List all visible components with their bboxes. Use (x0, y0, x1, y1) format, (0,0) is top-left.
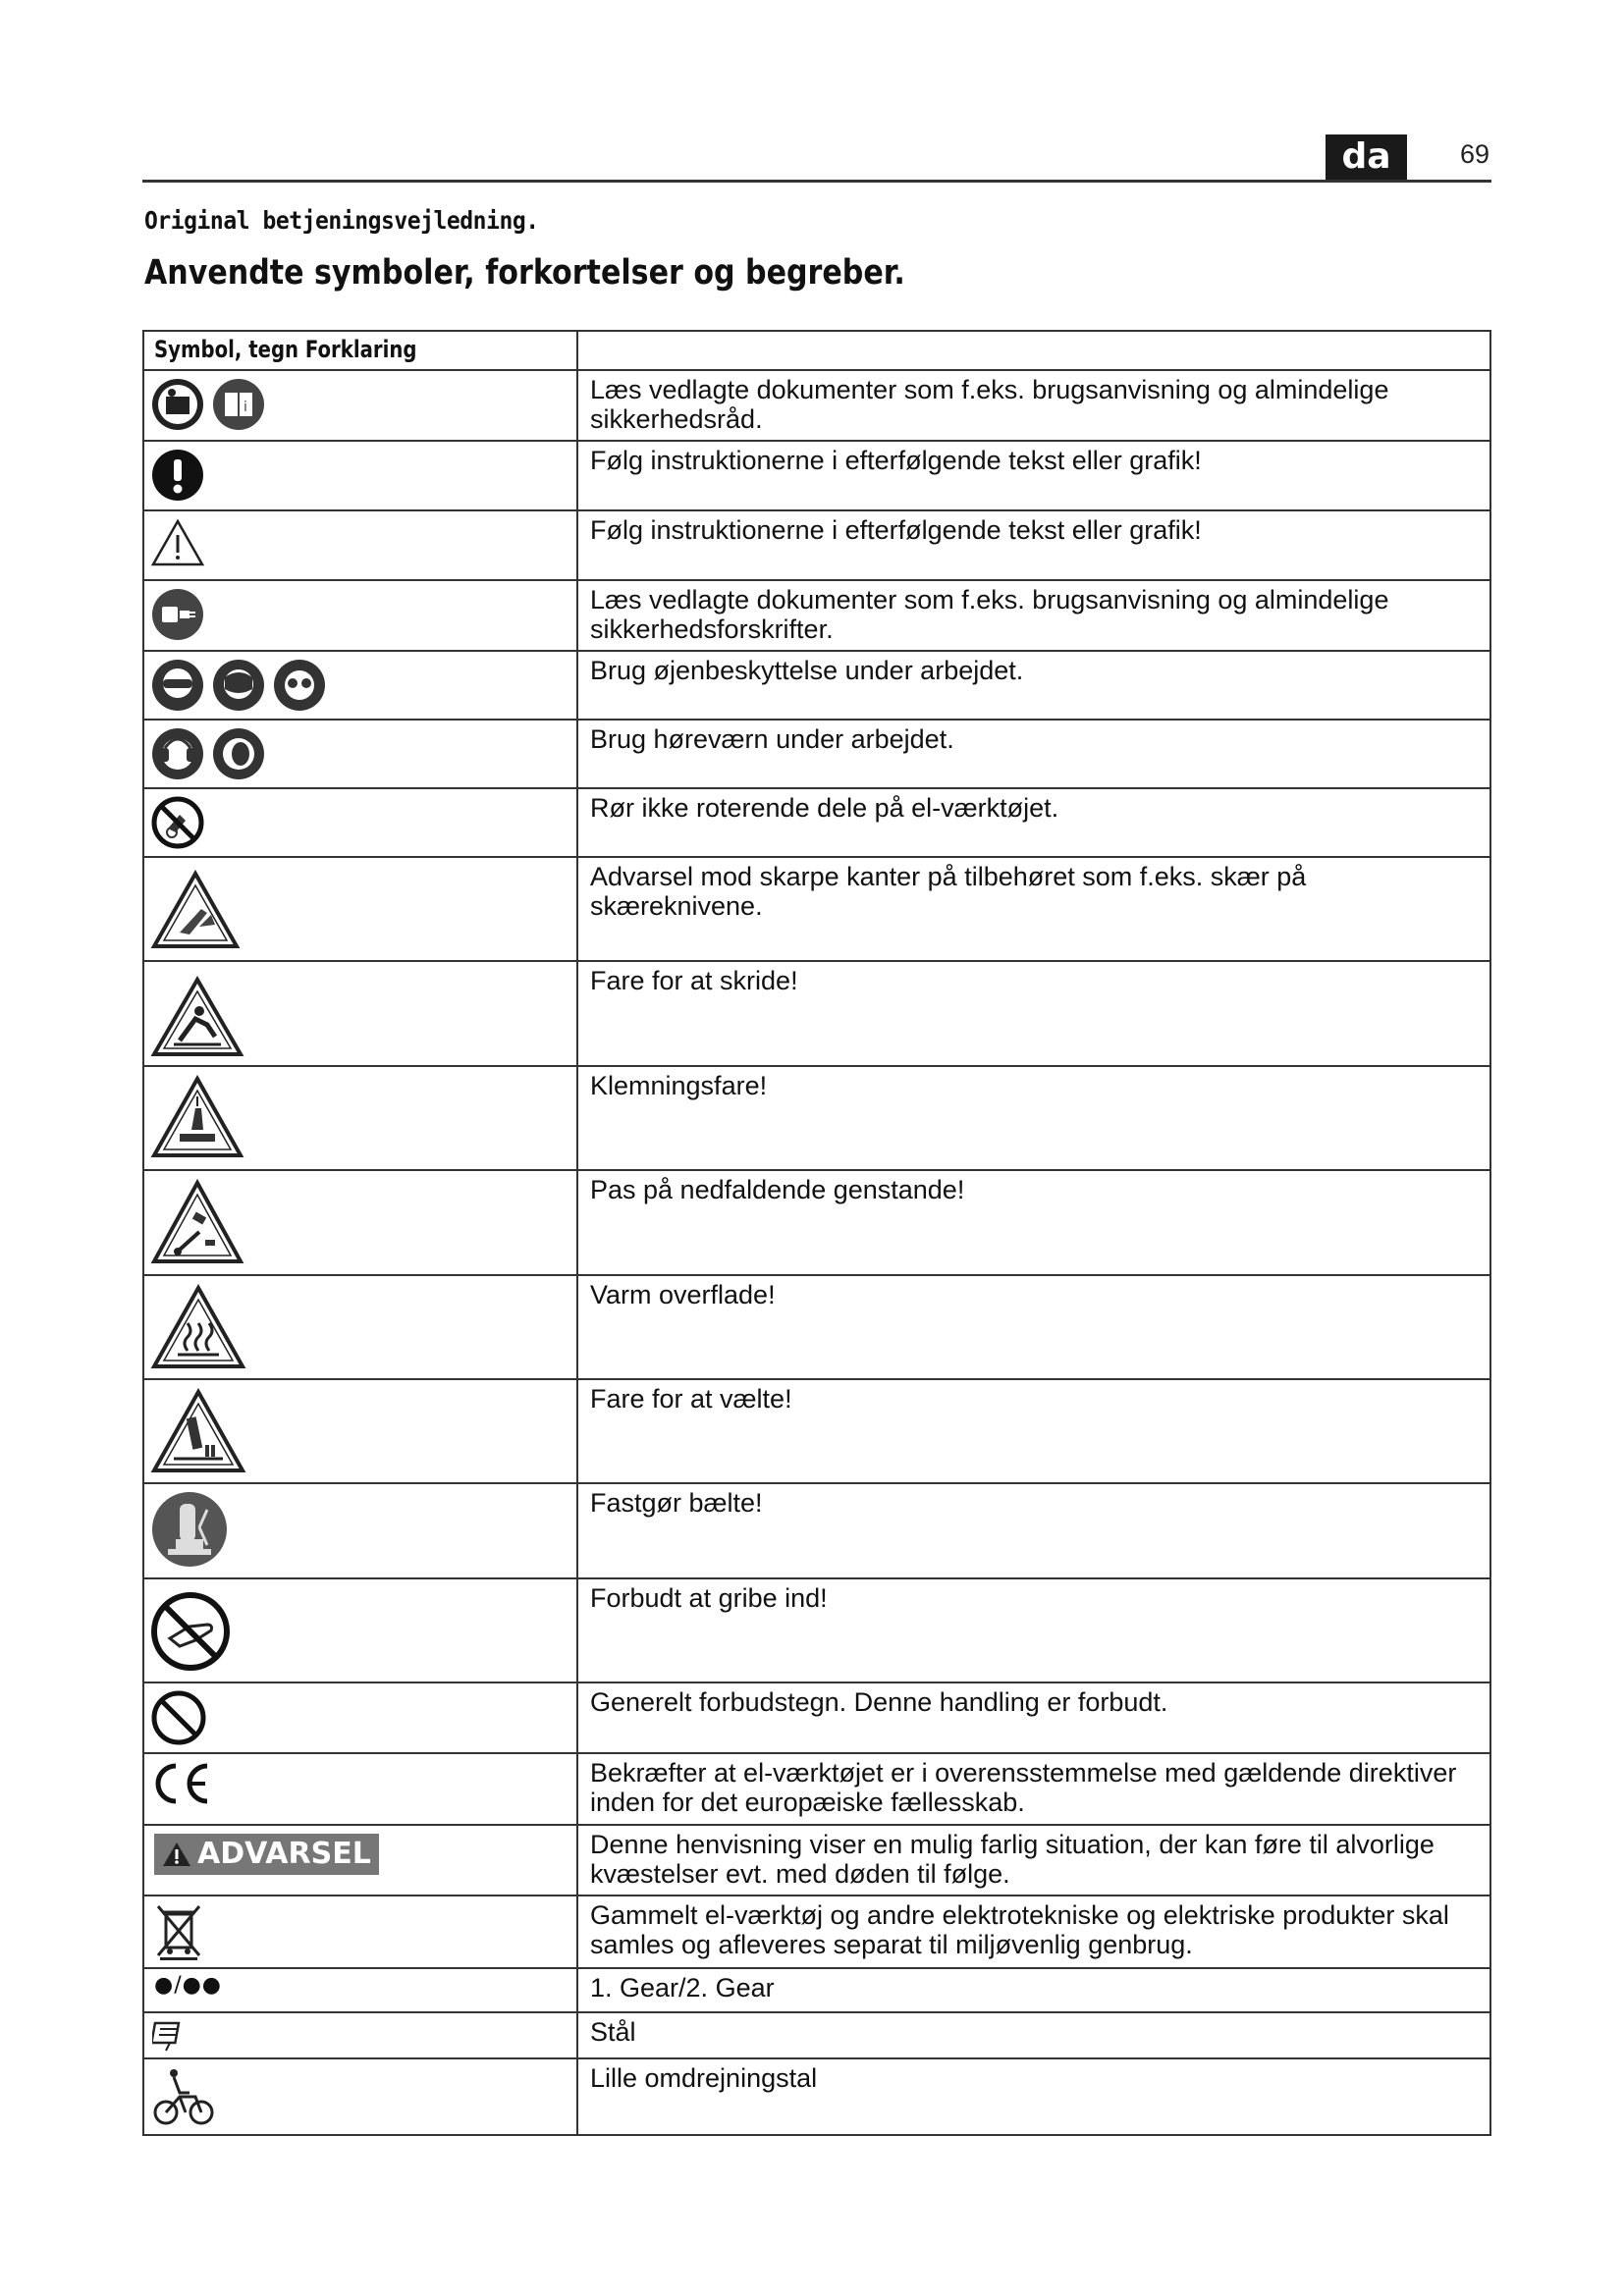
slip-hazard-icon (150, 976, 244, 1058)
page-number: 69 (1460, 139, 1490, 169)
table-row (143, 1066, 1490, 1170)
description-cell: Denne henvisning viser en mulig farlig situation, der kan føre til alvorlige kvæstelser evt. med døden til følge. (577, 1825, 1490, 1896)
hot-surface-icon (150, 1284, 246, 1370)
language-badge: da (1326, 134, 1407, 180)
table-row (143, 2012, 1490, 2058)
table-row (143, 510, 1490, 580)
table-row (143, 1275, 1490, 1379)
table-row (143, 1379, 1490, 1483)
warning-triangle-icon (162, 1841, 191, 1868)
table-row (143, 1825, 1490, 1896)
symbol-cell (143, 441, 577, 510)
table-row (143, 1578, 1490, 1682)
description-cell: 1. Gear/2. Gear (577, 1968, 1490, 2012)
table-row (143, 1682, 1490, 1753)
symbol-cell (143, 580, 577, 651)
advarsel-label (154, 1834, 379, 1875)
table-row (143, 1968, 1490, 2012)
symbol-cell (143, 961, 577, 1066)
description-cell: Lille omdrejningstal (577, 2058, 1490, 2135)
ear-plugs-icon (211, 726, 266, 781)
description-cell: Stål (577, 2012, 1490, 2058)
description-cell: Læs vedlagte dokumenter som f.eks. brugsanvisning og almindelige sikkerhedsforskrifter. (577, 580, 1490, 651)
description-cell: Klemningsfare! (577, 1066, 1490, 1170)
mandatory-action-icon (150, 448, 205, 503)
advarsel-text: ADVARSEL (197, 1837, 371, 1871)
symbol-cell (143, 1170, 577, 1275)
no-reach-in-icon (150, 1591, 231, 1672)
symbol-cell (143, 788, 577, 857)
symbol-cell (143, 1968, 577, 2012)
table-row (143, 857, 1490, 961)
symbol-cell (143, 1896, 577, 1968)
table-row (143, 1896, 1490, 1968)
table-row (143, 720, 1490, 788)
symbol-cell (143, 370, 577, 441)
table-row (143, 1170, 1490, 1275)
description-cell: Følg instruktionerne i efterfølgende tekst eller grafik! (577, 510, 1490, 580)
table-row (143, 580, 1490, 651)
steel-icon (152, 2017, 189, 2053)
prohibition-icon (150, 1689, 207, 1746)
table-row (143, 1753, 1490, 1825)
symbol-cell (143, 2012, 577, 2058)
disconnect-plug-icon (150, 587, 205, 642)
header-cell-empty (577, 331, 1490, 370)
read-manual-icon (150, 377, 205, 432)
weee-bin-icon (152, 1902, 205, 1961)
ce-mark-icon (150, 1760, 211, 1807)
svg-text:i: i (244, 400, 247, 415)
description-cell: Pas på nedfaldende genstande! (577, 1170, 1490, 1275)
table-row (143, 651, 1490, 720)
symbol-cell (143, 1682, 577, 1753)
table-row (143, 441, 1490, 510)
symbols-table (142, 330, 1491, 2136)
description-cell: Advarsel mod skarpe kanter på tilbehøret som f.eks. skær på skæreknivene. (577, 857, 1490, 961)
table-row (143, 788, 1490, 857)
symbol-cell (143, 1483, 577, 1578)
crush-hazard-icon (150, 1075, 244, 1159)
tip-over-icon (150, 1388, 246, 1474)
symbol-cell (143, 1275, 577, 1379)
description-cell: Følg instruktionerne i efterfølgende tekst eller grafik! (577, 441, 1490, 510)
symbol-cell (143, 651, 577, 720)
symbol-cell (143, 720, 577, 788)
description-cell: Brug øjenbeskyttelse under arbejdet. (577, 651, 1490, 720)
symbol-cell (143, 2058, 577, 2135)
description-cell: Fare for at skride! (577, 961, 1490, 1066)
description-cell: Gammelt el-værktøj og andre elektrotekniske og elektriske produkter skal samles og afleveres separat til miljøvenlig genbrug. (577, 1896, 1490, 1968)
table-header-row (143, 331, 1490, 370)
symbol-cell (143, 1578, 577, 1682)
description-cell: Brug høreværn under arbejdet. (577, 720, 1490, 788)
document-subtitle: Original betjeningsvejledning. (144, 206, 539, 235)
warning-triangle-icon (150, 517, 205, 568)
table-row (143, 370, 1490, 441)
gear-dots-icon: ●/●● (154, 1973, 223, 1998)
goggles-icon (150, 658, 205, 713)
ear-muffs-icon (150, 726, 205, 781)
fasten-belt-icon (150, 1490, 229, 1569)
description-cell: Varm overflade! (577, 1275, 1490, 1379)
symbol-cell (143, 1066, 577, 1170)
description-cell: Generelt forbudstegn. Denne handling er forbudt. (577, 1682, 1490, 1753)
sharp-edges-warning-icon (150, 870, 241, 950)
column-header: Symbol, tegn Forklaring (154, 336, 417, 363)
low-speed-bicycle-icon (152, 2065, 215, 2128)
face-shield-icon (211, 658, 266, 713)
symbol-cell (143, 510, 577, 580)
description-cell: Forbudt at gribe ind! (577, 1578, 1490, 1682)
table-row (143, 961, 1490, 1066)
description-cell: Fare for at vælte! (577, 1379, 1490, 1483)
falling-objects-icon (150, 1179, 244, 1265)
symbol-cell (143, 1379, 577, 1483)
header-cell-symbol (143, 331, 577, 370)
header-rule (142, 180, 1491, 183)
symbol-cell (143, 857, 577, 961)
description-cell: Bekræfter at el-værktøjet er i overensstemmelse med gældende direktiver inden for det europæiske fællesskab. (577, 1753, 1490, 1825)
symbol-cell (143, 1825, 577, 1896)
no-touch-rotating-icon (150, 795, 205, 850)
info-book-icon (211, 377, 266, 432)
table-row (143, 2058, 1490, 2135)
description-cell: Læs vedlagte dokumenter som f.eks. brugsanvisning og almindelige sikkerhedsråd. (577, 370, 1490, 441)
description-cell: Fastgør bælte! (577, 1483, 1490, 1578)
description-cell: Rør ikke roterende dele på el-værktøjet. (577, 788, 1490, 857)
table-row (143, 1483, 1490, 1578)
symbol-cell (143, 1753, 577, 1825)
safety-glasses-icon (272, 658, 327, 713)
document-title: Anvendte symboler, forkortelser og begreber. (144, 253, 905, 293)
